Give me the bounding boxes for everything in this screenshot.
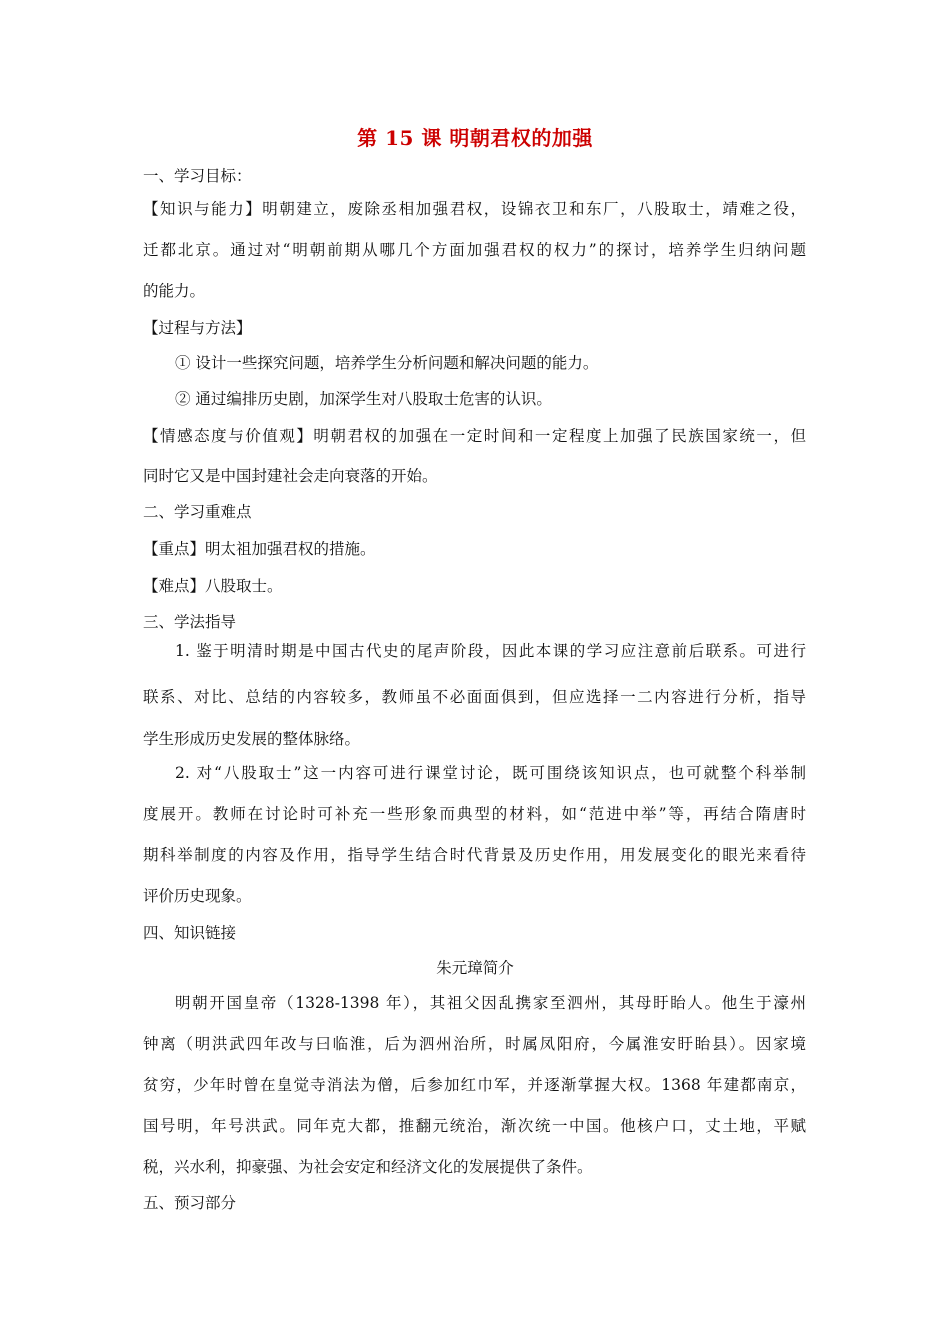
paragraph-line: 的能力。 (143, 282, 206, 300)
list-item: ② 通过编排历史剧，加深学生对八股取士危害的认识。 (175, 390, 552, 408)
paragraph-line: 钟离（明洪武四年改与曰临淮，后为泗州治所，时属凤阳府，今属淮安盱眙县）。因家境 (143, 1035, 806, 1053)
paragraph-line: 【知识与能力】明朝建立，废除丞相加强君权，设锦衣卫和东厂，八股取士，靖难之役， (143, 200, 806, 218)
key-point-line: 【重点】明太祖加强君权的措施。 (143, 540, 376, 558)
section-heading-key-points: 二、学习重难点 (143, 503, 252, 521)
paragraph-line: 评价历史现象。 (143, 887, 252, 905)
subheading-process-method: 【过程与方法】 (143, 319, 252, 337)
list-item: ① 设计一些探究问题，培养学生分析问题和解决问题的能力。 (175, 354, 599, 372)
paragraph-line: 度展开。教师在讨论时可补充一些形象而典型的材料，如“范进中举”等，再结合隋唐时 (143, 805, 806, 823)
paragraph-line: 税，兴水利，抑豪强、为社会安定和经济文化的发展提供了条件。 (143, 1158, 593, 1176)
section-heading-method-guide: 三、学法指导 (143, 613, 237, 631)
paragraph-line: 国号明，年号洪武。同年克大都，推翻元统治，渐次统一中国。他核户口，丈土地，平赋 (143, 1117, 806, 1135)
paragraph-line: 明朝开国皇帝（1328-1398 年），其祖父因乱携家至泗州，其母盱眙人。他生于濠州 (175, 994, 806, 1012)
paragraph-line: 1. 鉴于明清时期是中国古代史的尾声阶段，因此本课的学习应注意前后联系。可进行 (175, 642, 806, 660)
difficulty-line: 【难点】八股取士。 (143, 577, 283, 595)
paragraph-line: 期科举制度的内容及作用，指导学生结合时代背景及历史作用，用发展变化的眼光来看待 (143, 846, 806, 864)
subtitle-zhu-yuanzhang: 朱元璋简介 (436, 959, 514, 977)
paragraph-line: 贫穷，少年时曾在皇觉寺消法为僧，后参加红巾军，并逐渐掌握大权。1368 年建都南京， (143, 1076, 806, 1094)
paragraph-line: 2. 对“八股取士”这一内容可进行课堂讨论，既可围绕该知识点，也可就整个科举制 (175, 764, 806, 782)
paragraph-line: 同时它又是中国封建社会走向衰落的开始。 (143, 467, 438, 485)
paragraph-line: 迁都北京。通过对“明朝前期从哪几个方面加强君权的权力”的探讨，培养学生归纳问题 (143, 241, 806, 259)
section-heading-preview: 五、预习部分 (143, 1194, 237, 1212)
paragraph-line: 【情感态度与价值观】明朝君权的加强在一定时间和一定程度上加强了民族国家统一，但 (143, 427, 806, 445)
lesson-title: 第 15 课 明朝君权的加强 (357, 126, 593, 150)
paragraph-line: 学生形成历史发展的整体脉络。 (143, 730, 361, 748)
section-heading-objectives: 一、学习目标： (143, 167, 252, 185)
section-heading-knowledge-link: 四、知识链接 (143, 924, 237, 942)
paragraph-line: 联系、对比、总结的内容较多，教师虽不必面面俱到，但应选择一二内容进行分析，指导 (143, 688, 806, 706)
